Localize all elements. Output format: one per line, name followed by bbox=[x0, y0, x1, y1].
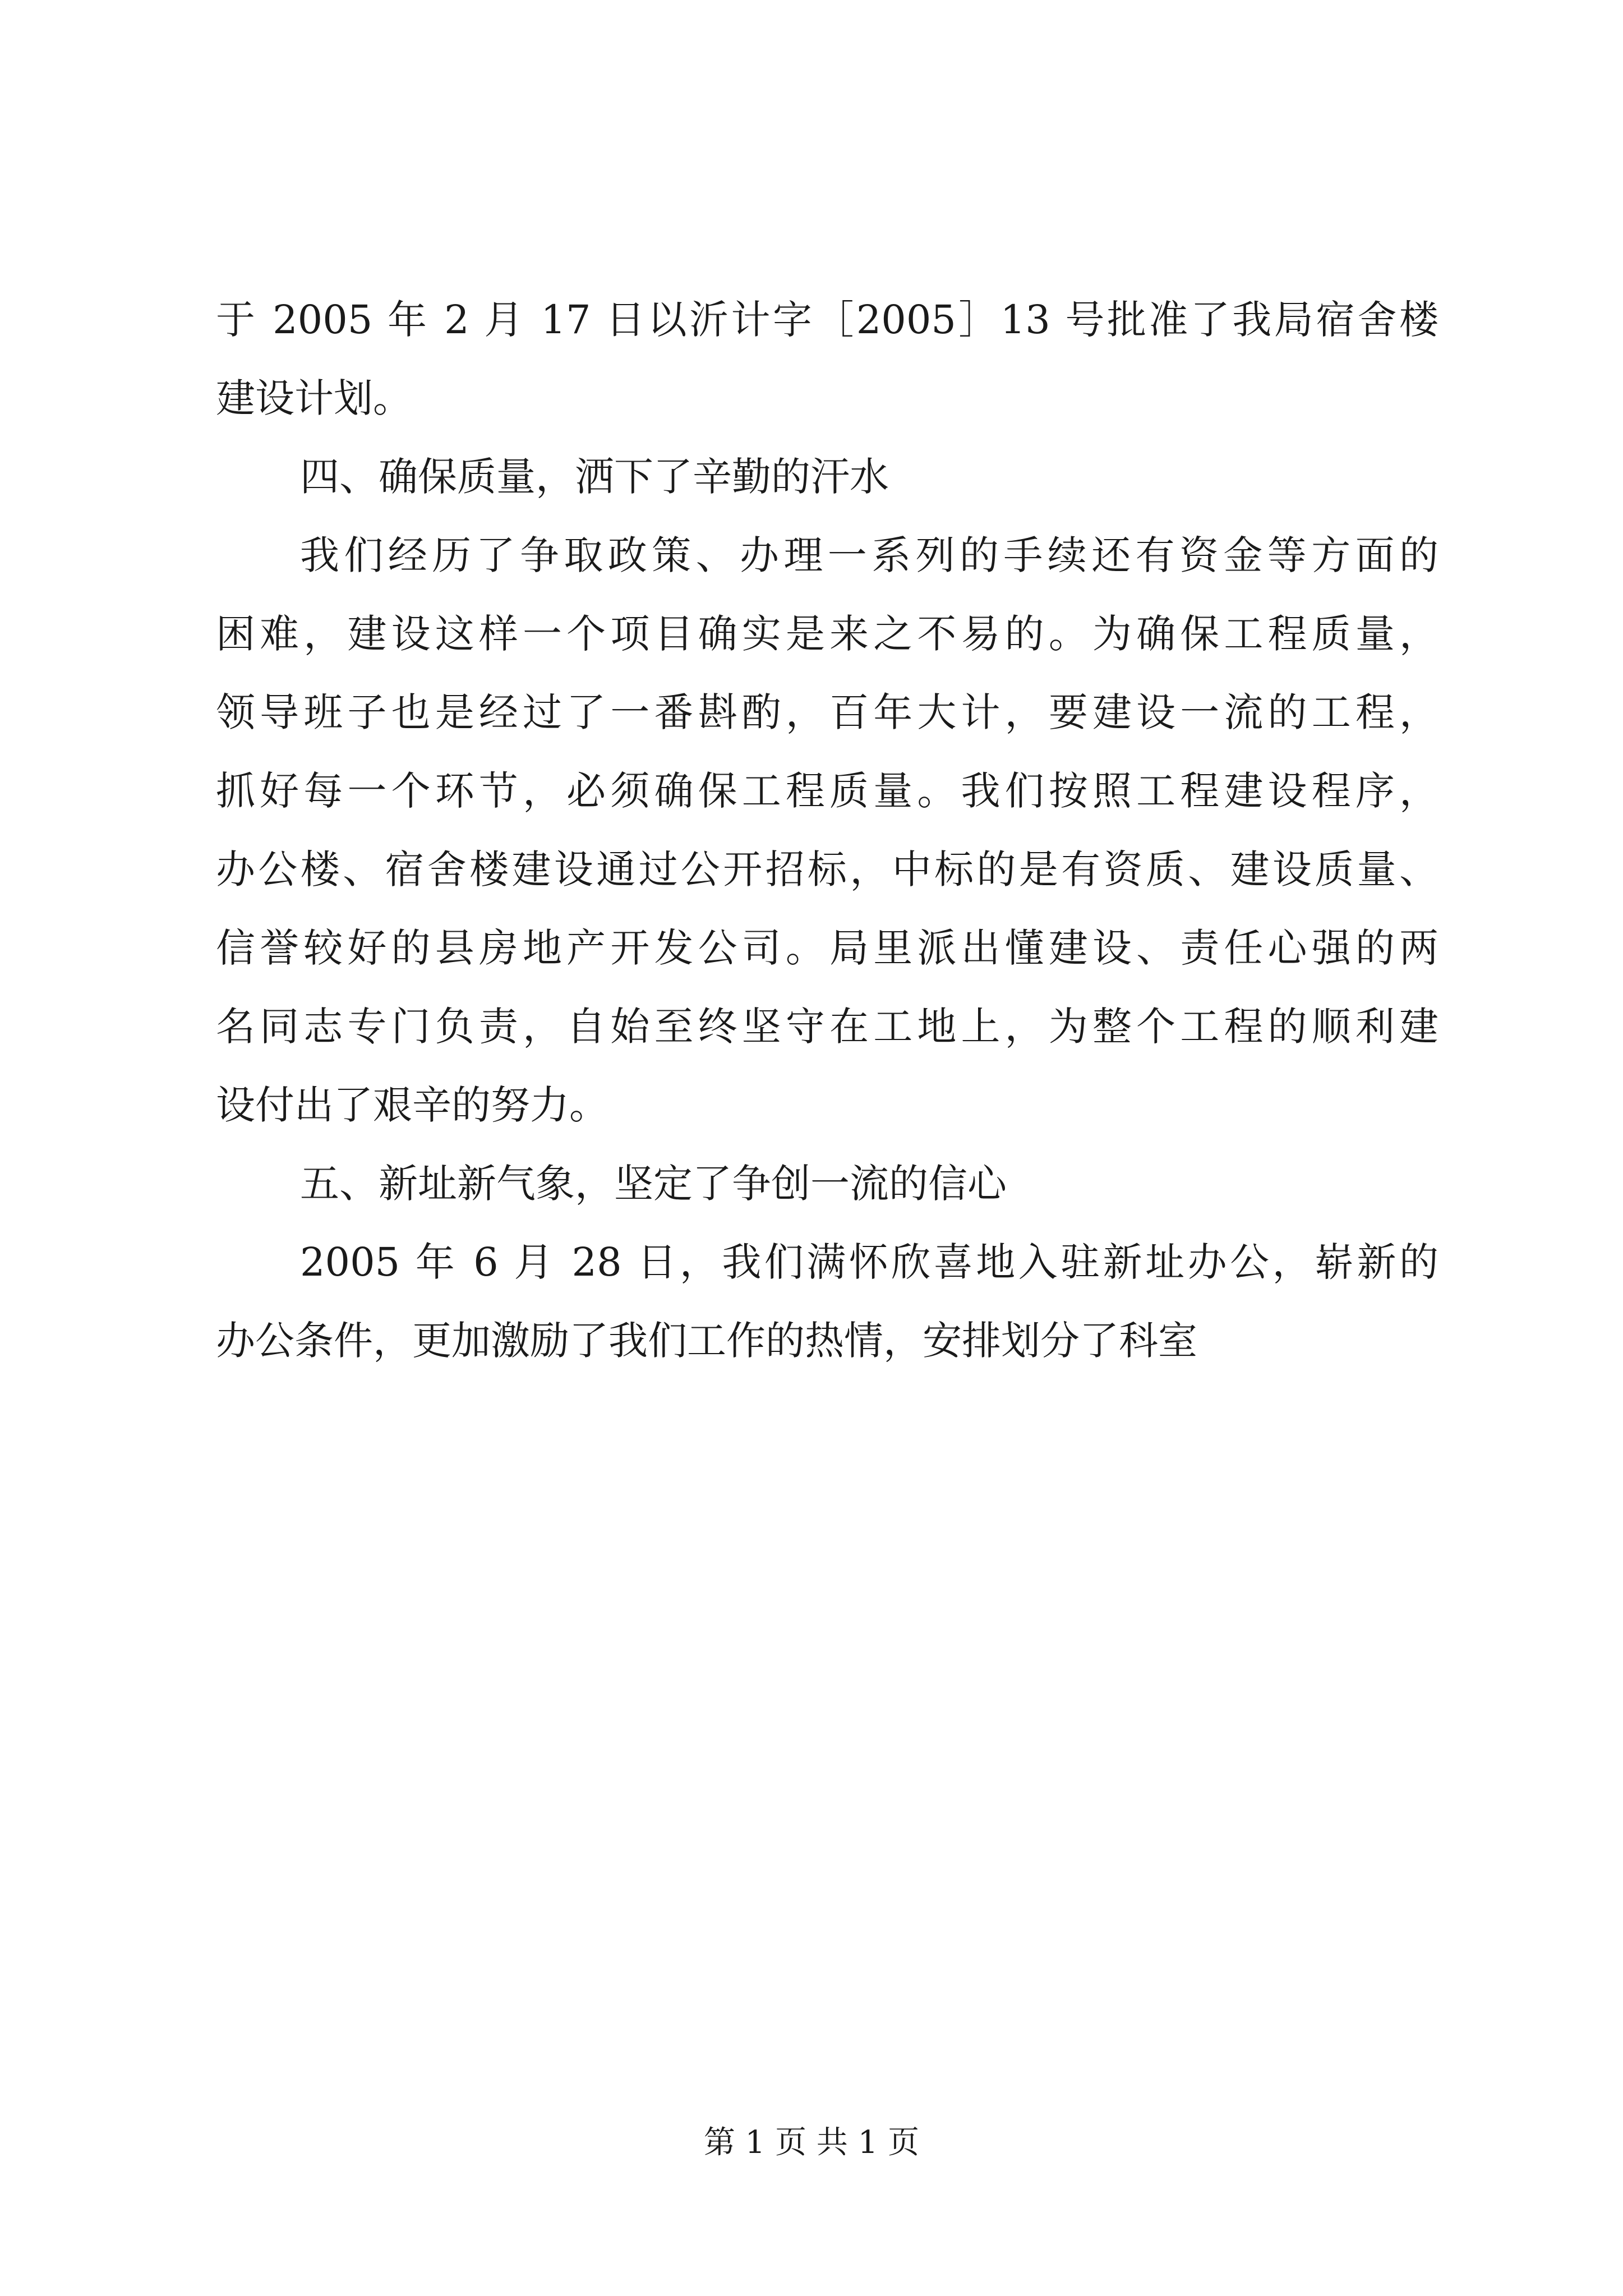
document-body bbox=[216, 280, 1438, 1380]
paragraph-line: 办公楼、宿舍楼建设通过公开招标，中标的是有资质、建设质量、 bbox=[216, 846, 1438, 892]
paragraph-line: 建设计划。 bbox=[216, 375, 412, 421]
paragraph-line: 于 2005 年 2 月 17 日以沂计字［2005］13 号批准了我局宿舍楼 bbox=[216, 297, 1438, 343]
paragraph-line: 领导班子也是经过了一番斟酌，百年大计，要建设一流的工程， bbox=[216, 689, 1438, 735]
page-footer bbox=[0, 2123, 1623, 2162]
paragraph-line: 困难，建设这样一个项目确实是来之不易的。为确保工程质量， bbox=[216, 611, 1438, 657]
page-number-label: 第 1 页 共 1 页 bbox=[703, 2124, 920, 2161]
paragraph-line: 我们经历了争取政策、办理一系列的手续还有资金等方面的 bbox=[300, 532, 1438, 578]
section-heading: 五、新址新气象，坚定了争创一流的信心 bbox=[300, 1161, 1007, 1207]
section-heading: 四、确保质量，洒下了辛勤的汗水 bbox=[300, 454, 889, 500]
paragraph-line: 2005 年 6 月 28 日，我们满怀欣喜地入驻新址办公，崭新的 bbox=[300, 1239, 1438, 1285]
paragraph-line: 办公条件，更加激励了我们工作的热情，安排划分了科室 bbox=[216, 1318, 1197, 1364]
paragraph-line: 抓好每一个环节，必须确保工程质量。我们按照工程建设程序， bbox=[216, 768, 1438, 814]
paragraph-line: 名同志专门负责，自始至终坚守在工地上，为整个工程的顺利建 bbox=[216, 1004, 1438, 1050]
paragraph-line: 设付出了艰辛的努力。 bbox=[216, 1082, 608, 1128]
paragraph-line: 信誉较好的县房地产开发公司。局里派出懂建设、责任心强的两 bbox=[216, 925, 1438, 971]
